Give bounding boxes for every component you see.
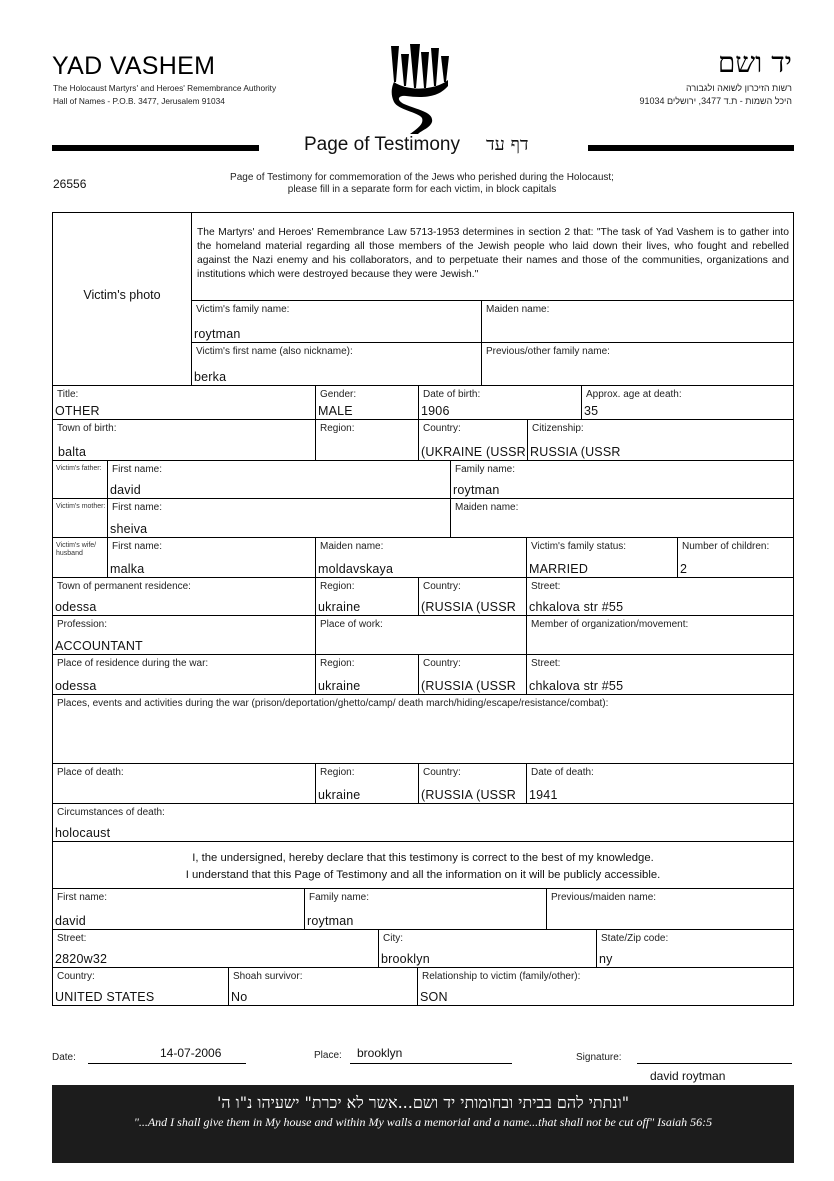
mother-first-name-field[interactable] [107,498,451,538]
page-title: Page of Testimony [304,134,460,155]
war-events-field[interactable] [52,694,794,764]
header-rule-left [52,145,259,151]
field-value: roytman [194,327,241,341]
submitter-first-name-field[interactable] [52,888,305,930]
organization-field[interactable] [526,615,794,655]
side-label: Victim's mother: [56,503,106,510]
field-label: Country: [423,767,461,778]
field-value: UNITED STATES [55,990,155,1004]
field-value: 2 [680,562,688,576]
field-label: Place of residence during the war: [57,658,209,669]
field-value: MARRIED [529,562,589,576]
number-of-children-field[interactable] [677,537,794,578]
death-region-field[interactable] [315,763,419,804]
war-residence-country-field[interactable] [418,654,527,695]
victim-town-of-birth-field[interactable] [52,419,316,461]
signature-line[interactable] [637,1063,792,1064]
field-value: balta [58,445,87,459]
field-label: Profession: [57,619,108,630]
field-value: (RUSSIA (USSR [421,600,516,614]
org-subtitle-en: The Holocaust Martyrs' and Heroes' Remembrance Authority [53,83,277,93]
field-value: SON [420,990,448,1004]
field-label: Country: [57,971,95,982]
field-value: roytman [307,914,354,928]
victim-family-name-field[interactable] [191,300,482,343]
field-label: Place of work: [320,619,383,630]
submitter-state-zip-field[interactable] [596,929,794,968]
org-subtitle-he: רשות הזיכרון לשואה ולגבורה [685,83,792,93]
field-value: (RUSSIA (USSR [421,679,516,693]
field-label: Country: [423,423,461,434]
death-country-field[interactable] [418,763,527,804]
field-value: david [110,483,141,497]
header-rule-right [588,145,794,151]
spouse-first-name-field[interactable] [107,537,316,578]
field-label: Street: [57,933,87,944]
field-label: Number of children: [682,541,770,552]
field-label: Region: [320,581,355,592]
war-residence-street-field[interactable] [526,654,794,695]
field-value: brooklyn [381,952,430,966]
field-value: roytman [453,483,500,497]
spouse-row-label [52,537,108,578]
isaiah-quote-banner [52,1085,794,1163]
field-label: Country: [423,581,461,592]
field-label: First name: [112,541,163,552]
field-value: sheiva [110,522,148,536]
form-id: 26556 [53,177,87,191]
father-family-name-field[interactable] [450,460,794,499]
place-label: Place: [314,1050,342,1061]
submitter-family-name-field[interactable] [304,888,547,930]
field-value: moldavskaya [318,562,394,576]
intro-line-1: Page of Testimony for commemoration of the Jews who perished during the Holocaust; [230,172,614,183]
field-label: Town of birth: [57,423,117,434]
field-value: ACCOUNTANT [55,639,143,653]
father-first-name-field[interactable] [107,460,451,499]
field-value: ukraine [318,788,361,802]
field-value: OTHER [55,404,100,418]
victim-photo-box[interactable] [52,212,192,386]
victim-gender-field[interactable] [315,385,419,420]
field-value: (RUSSIA (USSR [421,788,516,802]
field-value: 1941 [529,788,558,802]
org-address-en: Hall of Names - P.O.B. 3477, Jerusalem 91034 [53,96,225,106]
family-status-field[interactable] [526,537,678,578]
victim-citizenship-field[interactable] [527,419,794,461]
submitter-prev-name-field[interactable] [546,888,794,930]
profession-field[interactable] [52,615,316,655]
field-value: ny [599,952,613,966]
victim-photo-label: Victim's photo [83,288,161,302]
field-label: Places, events and activities during the war (prison/deportation/ghetto/camp/ death march/hiding/escape/resistance/combat): [57,698,609,709]
field-label: City: [383,933,403,944]
place-value[interactable]: brooklyn [357,1046,403,1060]
field-value: 35 [584,404,599,418]
submitter-street-field[interactable] [52,929,379,968]
circumstances-of-death-field[interactable] [52,803,794,842]
page-title-he: דף עד [486,134,529,155]
place-of-work-field[interactable] [315,615,527,655]
war-residence-region-field[interactable] [315,654,419,695]
place-underline [350,1063,512,1064]
field-label: Citizenship: [532,423,584,434]
field-label: Previous/other family name: [486,346,610,357]
field-value: ukraine [318,600,361,614]
spouse-maiden-name-field[interactable] [315,537,527,578]
victim-maiden-name-field[interactable] [481,300,794,343]
field-value: MALE [318,404,353,418]
field-label: Family name: [455,464,516,475]
field-label: First name: [112,464,163,475]
field-label: Victim's first name (also nickname): [196,346,353,357]
victim-age-at-death-field[interactable] [581,385,794,420]
mother-maiden-name-field[interactable] [450,498,794,538]
field-value: 2820w32 [55,952,108,966]
field-label: Victim's family status: [531,541,627,552]
victim-title-field[interactable] [52,385,316,420]
field-value: No [231,990,248,1004]
field-value: 1906 [421,404,450,418]
org-address-he: היכל השמות - ת.ד 3477, ירושלים 91034 [639,96,792,106]
field-label: Place of death: [57,767,124,778]
residence-town-field[interactable] [52,577,316,616]
field-value: RUSSIA (USSR [530,445,621,459]
field-label: Title: [57,389,79,400]
submitter-country-field[interactable] [52,967,229,1006]
field-label: Family name: [309,892,370,903]
field-label: Region: [320,423,355,434]
shoah-survivor-field[interactable] [228,967,418,1006]
mother-row-label [52,498,108,538]
victim-dob-field[interactable] [418,385,582,420]
field-label: Gender: [320,389,357,400]
field-label: Relationship to victim (family/other): [422,971,581,982]
date-label: Date: [52,1052,76,1063]
quote-hebrew: "ונתתי להם בביתי ובחומותי יד ושם...אשר לא יכרת" ישעיהו נ"ו ה' [216,1093,630,1112]
field-label: Date of death: [531,767,594,778]
field-label: Maiden name: [455,502,519,513]
intro-text [170,172,674,196]
side-label: Victim's father: [56,465,102,472]
war-residence-place-field[interactable] [52,654,316,695]
side-label: Victim's wife/ husband [56,542,97,557]
field-label: Street: [531,581,561,592]
residence-region-field[interactable] [315,577,419,616]
victim-prev-family-name-field[interactable] [481,342,794,386]
org-name-he: יד ושם [717,46,792,79]
victim-birth-region-field[interactable] [315,419,419,461]
victim-birth-country-field[interactable] [418,419,528,461]
field-label: Street: [531,658,561,669]
field-label: Town of permanent residence: [57,581,191,592]
field-value: ukraine [318,679,361,693]
field-label: Region: [320,767,355,778]
field-label: First name: [112,502,163,513]
date-value[interactable]: 14-07-2006 [160,1046,222,1060]
victim-first-name-field[interactable] [191,342,482,386]
field-label: Previous/maiden name: [551,892,657,903]
submitter-city-field[interactable] [378,929,597,968]
field-label: Region: [320,658,355,669]
residence-country-field[interactable] [418,577,527,616]
date-of-death-field[interactable] [526,763,794,804]
declaration-line-2: I understand that this Page of Testimony and all the information on it will be publicly accessible. [185,869,661,881]
quote-english: "...And I shall give them in My house and within My walls a memorial and a name...that shall not be cut off" Isaiah 56:5 [133,1115,713,1129]
field-value: holocaust [55,826,111,840]
field-label: Date of birth: [423,389,481,400]
field-value: berka [194,370,227,384]
field-label: Member of organization/movement: [531,619,689,630]
field-label: State/Zip code: [601,933,669,944]
org-name-en: YAD VASHEM [52,52,216,80]
field-value: odessa [55,600,97,614]
field-value: david [55,914,86,928]
signature-name: david roytman [650,1069,726,1083]
field-label: Maiden name: [486,304,550,315]
relationship-field[interactable] [417,967,794,1006]
field-value: (UKRAINE (USSR [421,445,526,459]
signature-label: Signature: [576,1052,622,1063]
field-label: Country: [423,658,461,669]
field-label: Maiden name: [320,541,384,552]
yad-vashem-menorah-logo-icon [388,42,458,134]
law-text: The Martyrs' and Heroes' Remembrance Law 5713-1953 determines in section 2 that: "The task of Yad Vashem is to gather into the homeland material regarding all those members of the Jewish people who laid down their lives, who fought and rebelled against the Nazi enemy and his collaborators, and to perpetuate their names and those of the communities, organizations and institutions which were destroyed because they were Jewish." [197,227,789,280]
field-value: chkalova str #55 [529,600,624,614]
field-label: First name: [57,892,108,903]
date-underline [88,1063,246,1064]
intro-line-2: please fill in a separate form for each victim, in block capitals [287,184,557,195]
father-row-label [52,460,108,499]
residence-street-field[interactable] [526,577,794,616]
law-text-box [191,212,794,301]
declaration-box [52,841,794,889]
field-value: odessa [55,679,97,693]
field-label: Approx. age at death: [586,389,682,400]
place-of-death-field[interactable] [52,763,316,804]
field-label: Victim's family name: [196,304,290,315]
field-label: Circumstances of death: [57,807,165,818]
field-value: chkalova str #55 [529,679,624,693]
declaration-line-1: I, the undersigned, hereby declare that this testimony is correct to the best of my knowledge. [192,852,654,864]
field-label: Shoah survivor: [233,971,303,982]
field-value: malka [110,562,145,576]
